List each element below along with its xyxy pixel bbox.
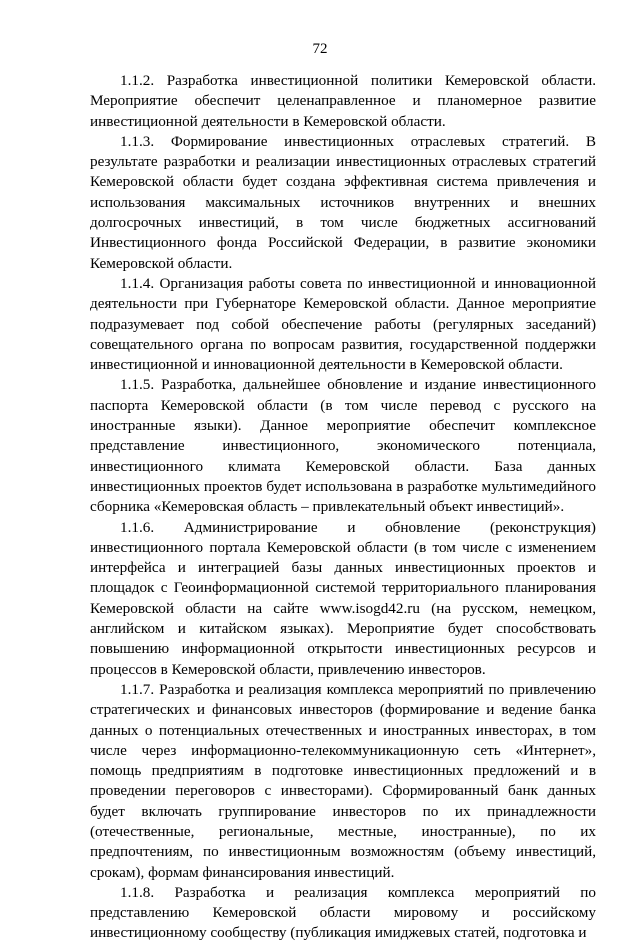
page-number: 72	[312, 41, 328, 57]
body-text	[90, 71, 596, 944]
paragraph-1-1-7: 1.1.7. Разработка и реализация комплекса мероприятий по привлечению стратегических и финансовых инвесторов (формирование и ведение банка данных о потенциальных отечественных и иностранных инвесторах, в том числе через информационно-телекоммуникационную сеть «Интернет», помощь предприятиям в подготовке инвестиционных предложений и в проведении переговоров с инвесторами). Сформированный банк данных будет включать группирование инвесторов по их принадлежности (отечественные, региональные, местные, иностранные), по их предпочтениям, по инвестиционным возможностям (объему инвестиций, срокам), формам финансирования инвестиций.	[90, 680, 596, 881]
paragraph-1-1-2: 1.1.2. Разработка инвестиционной политики Кемеровской области. Мероприятие обеспечит целенаправленное и планомерное развитие инвестиционной деятельности в Кемеровской области.	[90, 72, 596, 130]
paragraph-1-1-4: 1.1.4. Организация работы совета по инвестиционной и инновационной деятельности при Губернаторе Кемеровской области. Данное мероприятие подразумевает под собой обеспечение работы (регулярных заседаний) совещательного органа по вопросам развития, государственной поддержки инвестиционной и инновационной деятельности в Кемеровской области.	[90, 274, 596, 374]
paragraph-1-1-8: 1.1.8. Разработка и реализация комплекса мероприятий по представлению Кемеровской области мировому и российскому инвестиционному сообществу (публикация имиджевых статей, подготовка и	[90, 883, 596, 942]
paragraph-1-1-5: 1.1.5. Разработка, дальнейшее обновление и издание инвестиционного паспорта Кемеровской области (в том числе перевод с русского на иностранные языки). Данное мероприятие обеспечит комплексное представление инвестиционного, экономического потенциала, инвестиционного климата Кемеровской области. База данных инвестиционных проектов будет использована в разработке мультимедийного сборника «Кемеровская область – привлекательный объект инвестиций».	[90, 376, 596, 516]
paragraph-1-1-6: 1.1.6. Администрирование и обновление (реконструкция) инвестиционного портала Кемеровской области (в том числе с изменением интерфейса и интеграцией базы данных инвестиционных проектов и площадок с Геоинформационной системой территориального планирования Кемеровской области на сайте www.isogd42.ru (на русском, немецком, английском и китайском языках). Мероприятие будет способствовать повышению информационной открытости инвестиционных ресурсов и процессов в Кемеровской области, привлечению инвесторов.	[90, 518, 596, 678]
paragraph-1-1-3: 1.1.3. Формирование инвестиционных отраслевых стратегий. В результате разработки и реализации инвестиционных отраслевых стратегий Кемеровской области будет создана эффективная система привлечения и использования максимальных источников внутренних и внешних долгосрочных инвестиций, в том числе бюджетных ассигнований Инвестиционного фонда Российской Федерации, в развитие экономики Кемеровской области.	[90, 132, 596, 272]
